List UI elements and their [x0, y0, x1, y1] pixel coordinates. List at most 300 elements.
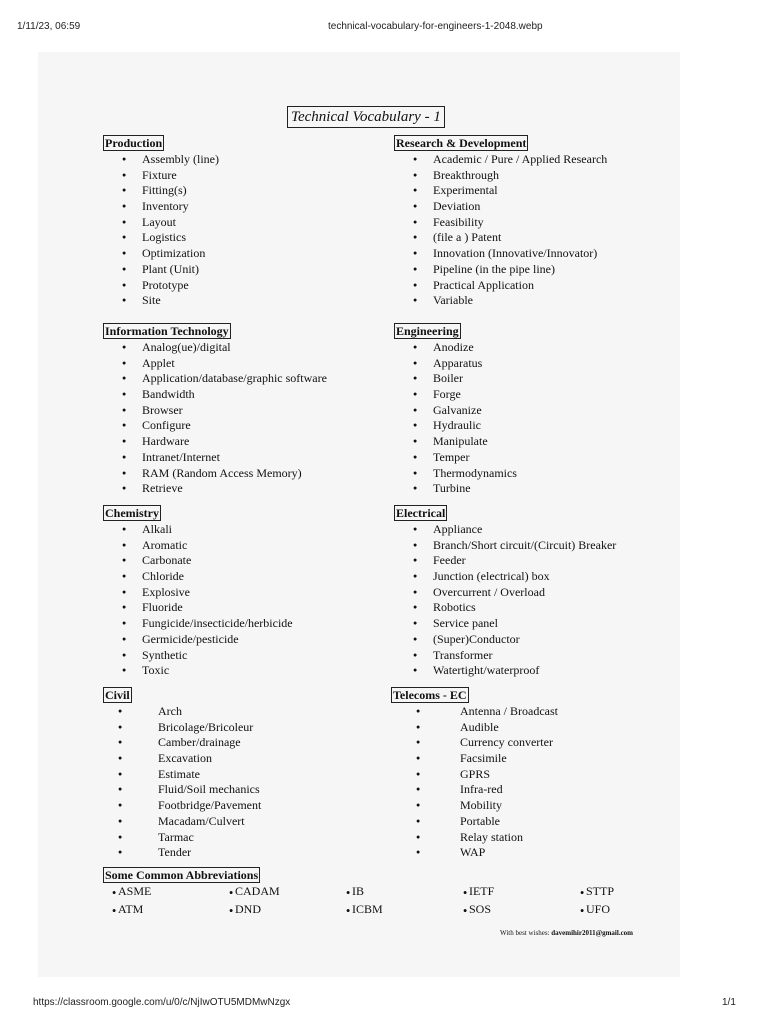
list-item-text: Estimate	[158, 766, 200, 781]
bullet-icon: ●	[413, 155, 418, 163]
list-item	[391, 782, 503, 798]
bullet-icon: ●	[416, 785, 421, 794]
list-item-text: Fixture	[142, 167, 177, 182]
abbreviation-item	[463, 884, 494, 899]
print-datetime: 1/11/23, 06:59	[17, 21, 81, 32]
bullet-icon: ●	[122, 619, 127, 628]
section-title: Some Common Abbreviations	[105, 868, 259, 882]
list-item-text: Intranet/Internet	[142, 449, 220, 464]
section-2	[103, 323, 327, 497]
list-item	[103, 214, 176, 231]
list-item	[103, 616, 293, 632]
list-item	[103, 293, 164, 309]
list-item	[394, 553, 466, 569]
section-title: Engineering	[396, 324, 459, 338]
abbreviation-item	[580, 884, 614, 899]
list-item-text: Feasibility	[433, 214, 484, 229]
bullet-icon: ●	[413, 202, 418, 211]
list-item-text: Layout	[142, 214, 176, 229]
list-item	[103, 663, 170, 679]
section-list	[103, 152, 219, 309]
list-item	[103, 569, 184, 585]
abbreviation-text: ICBM	[351, 902, 383, 916]
list-item-text: Overcurrent / Overload	[433, 584, 545, 599]
list-item-text: Fluid/Soil mechanics	[158, 782, 260, 797]
list-item-text: Anodize	[433, 340, 474, 354]
section-title: Research & Development	[396, 136, 527, 150]
bullet-icon: ●	[413, 358, 418, 367]
bullet-icon: ●	[413, 343, 418, 351]
list-item-text: Configure	[142, 418, 191, 433]
bullet-icon: ●	[122, 202, 127, 211]
bullet-icon: ●	[229, 906, 235, 915]
list-item	[394, 481, 471, 497]
document-title: Technical Vocabulary - 1	[287, 106, 445, 128]
list-item-text: Hydraulic	[433, 418, 481, 433]
bullet-icon: ●	[413, 587, 418, 596]
bullet-icon: ●	[413, 405, 418, 414]
list-item	[103, 600, 183, 616]
list-item	[103, 465, 302, 482]
bullet-icon: ●	[416, 754, 421, 763]
list-item	[103, 230, 186, 246]
list-item-text: Currency converter	[460, 735, 553, 750]
list-item	[103, 418, 231, 434]
print-url: https://classroom.google.com/u/0/c/NjIwOTU5MDMwNzgx	[33, 997, 291, 1008]
list-item	[394, 215, 528, 231]
list-item-text: Apparatus	[433, 355, 483, 370]
list-item-text: GPRS	[460, 766, 491, 781]
list-item	[103, 719, 254, 736]
list-item	[103, 356, 231, 372]
list-item-text: Turbine	[433, 481, 471, 496]
section-4	[103, 505, 293, 679]
bullet-icon: ●	[346, 888, 352, 897]
list-item	[394, 230, 528, 246]
list-item	[394, 616, 498, 632]
list-item-text: Transformer	[433, 647, 493, 662]
list-item-text: Branch/Short circuit/(Circuit) Breaker	[433, 537, 617, 552]
bullet-icon: ●	[122, 452, 127, 461]
list-item-text: Explosive	[142, 584, 190, 599]
bullet-icon: ●	[122, 249, 127, 258]
section-3	[394, 323, 517, 497]
bullet-icon: ●	[229, 888, 235, 897]
list-item	[394, 418, 481, 434]
section-1	[394, 135, 608, 309]
list-item	[394, 199, 528, 215]
list-item-text: Temper	[433, 449, 470, 464]
list-item	[103, 751, 212, 767]
bullet-icon: ●	[118, 801, 123, 810]
list-item	[103, 537, 188, 554]
abbreviation-item	[229, 902, 261, 917]
list-item	[391, 845, 486, 861]
bullet-icon: ●	[413, 468, 418, 477]
list-item-text: Browser	[142, 402, 183, 417]
abbreviation-text: DND	[234, 902, 261, 916]
bullet-icon: ●	[413, 540, 418, 549]
list-item-text: (Super)Conductor	[433, 631, 520, 646]
bullet-icon: ●	[118, 769, 123, 778]
list-item-text: Application/database/graphic software	[142, 371, 327, 386]
list-item-text: Inventory	[142, 199, 189, 214]
list-item	[394, 387, 461, 403]
list-item	[394, 434, 488, 450]
bullet-icon: ●	[413, 249, 418, 258]
list-item-text: (file a ) Patent	[433, 230, 502, 245]
list-item-text: Chloride	[142, 569, 184, 584]
list-item-text: Galvanize	[433, 402, 482, 417]
abbreviation-text: UFO	[585, 902, 610, 916]
list-item	[103, 450, 231, 466]
list-item-text: Hardware	[142, 434, 190, 449]
list-item	[103, 735, 241, 751]
bullet-icon: ●	[122, 484, 127, 493]
bullet-icon: ●	[416, 816, 421, 825]
section-list	[103, 340, 327, 497]
list-item-text: Applet	[142, 355, 175, 370]
bullet-icon: ●	[122, 587, 127, 596]
list-item	[394, 402, 482, 419]
list-item	[103, 813, 245, 830]
list-item-text: Aromatic	[142, 537, 188, 552]
abbreviations-section	[103, 867, 260, 884]
list-item-text: Germicide/pesticide	[142, 631, 239, 646]
bullet-icon: ●	[413, 556, 418, 565]
list-item	[391, 719, 499, 736]
list-item	[391, 829, 523, 846]
bullet-icon: ●	[416, 832, 421, 841]
list-item-text: Thermodynamics	[433, 465, 517, 480]
list-item-text: Service panel	[433, 616, 498, 631]
bullet-icon: ●	[122, 280, 127, 289]
bullet-icon: ●	[122, 155, 127, 163]
bullet-icon: ●	[463, 906, 469, 915]
abbreviation-text: CADAM	[234, 884, 280, 898]
bullet-icon: ●	[122, 390, 127, 399]
list-item-text: Junction (electrical) box	[433, 569, 550, 584]
abbreviation-text: STTP	[585, 884, 614, 898]
list-item	[103, 387, 231, 403]
bullet-icon: ●	[122, 437, 127, 446]
list-item	[103, 584, 190, 601]
list-item	[103, 647, 188, 664]
list-item	[103, 766, 200, 783]
bullet-icon: ●	[122, 170, 127, 179]
list-item	[103, 152, 219, 168]
bullet-icon: ●	[346, 906, 352, 915]
list-item-text: Camber/drainage	[158, 735, 241, 750]
abbreviation-item	[229, 884, 280, 899]
list-item-text: Carbonate	[142, 553, 192, 568]
bullet-icon: ●	[413, 437, 418, 446]
abbreviation-text: IETF	[468, 884, 495, 898]
abbreviation-item	[112, 902, 143, 917]
list-item	[103, 340, 231, 356]
list-item-text: Audible	[460, 719, 499, 734]
list-item	[391, 766, 491, 783]
bullet-icon: ●	[413, 421, 418, 430]
section-title: Information Technology	[105, 324, 229, 338]
list-item	[103, 403, 231, 419]
section-title: Chemistry	[105, 506, 159, 520]
bullet-icon: ●	[413, 233, 418, 242]
bullet-icon: ●	[122, 634, 127, 643]
bullet-icon: ●	[118, 707, 123, 715]
list-item	[391, 813, 500, 830]
list-item	[394, 631, 520, 648]
bullet-icon: ●	[118, 832, 123, 841]
bullet-icon: ●	[416, 801, 421, 810]
list-item-text: Facsimile	[460, 751, 507, 766]
list-item	[103, 704, 182, 720]
list-item-text: Variable	[433, 293, 473, 308]
bullet-icon: ●	[122, 233, 127, 242]
list-item-text: Synthetic	[142, 647, 188, 662]
list-item-text: Fitting(s)	[142, 183, 187, 198]
bullet-icon: ●	[118, 848, 123, 857]
section-list	[391, 704, 558, 861]
bullet-icon: ●	[413, 650, 418, 659]
bullet-icon: ●	[122, 572, 127, 581]
abbreviation-item	[346, 902, 383, 917]
list-item-text: Practical Application	[433, 277, 534, 292]
list-item-text: Experimental	[433, 183, 498, 198]
list-item-text: Academic / Pure / Applied Research	[433, 152, 608, 166]
section-5	[394, 505, 617, 679]
bullet-icon: ●	[118, 785, 123, 794]
bullet-icon: ●	[580, 906, 586, 915]
list-item	[394, 569, 550, 585]
bullet-icon: ●	[118, 738, 123, 747]
list-item-text: Manipulate	[433, 434, 488, 449]
bullet-icon: ●	[122, 666, 127, 675]
bullet-icon: ●	[416, 769, 421, 778]
list-item-text: Portable	[460, 813, 500, 828]
list-item-text: Logistics	[142, 230, 186, 245]
list-item	[103, 261, 199, 278]
section-list	[394, 340, 517, 497]
list-item	[103, 782, 260, 798]
list-item	[394, 449, 470, 466]
list-item	[103, 481, 231, 497]
bullet-icon: ●	[118, 816, 123, 825]
list-item-text: Tender	[158, 845, 192, 860]
list-item-text: Alkali	[142, 522, 172, 536]
list-item	[103, 522, 172, 538]
bullet-icon: ●	[413, 484, 418, 493]
section-title: Civil	[105, 688, 130, 702]
bullet-icon: ●	[416, 707, 421, 715]
list-item	[391, 751, 507, 767]
list-item-text: Macadam/Culvert	[158, 813, 245, 828]
section-6	[103, 687, 262, 861]
bullet-icon: ●	[122, 603, 127, 612]
list-item-text: RAM (Random Access Memory)	[142, 465, 302, 480]
list-item	[394, 277, 534, 294]
list-item	[394, 371, 461, 387]
section-title: Electrical	[396, 506, 446, 520]
section-list	[103, 522, 293, 679]
list-item-text: Innovation (Innovative/Innovator)	[433, 246, 598, 261]
list-item	[391, 798, 503, 814]
list-item	[394, 663, 540, 679]
list-item	[103, 277, 189, 294]
list-item-text: Analog(ue)/digital	[142, 340, 231, 354]
bullet-icon: ●	[416, 738, 421, 747]
list-item	[103, 371, 327, 387]
list-item	[103, 167, 177, 184]
list-item-text: Bandwidth	[142, 387, 195, 402]
list-item-text: Deviation	[433, 199, 481, 214]
bullet-icon: ●	[122, 468, 127, 477]
section-title: Production	[105, 136, 163, 150]
list-item-text: Excavation	[158, 751, 212, 766]
section-0	[103, 135, 219, 309]
bullet-icon: ●	[416, 722, 421, 731]
abbreviation-item	[463, 902, 491, 917]
list-item	[103, 246, 206, 262]
list-item-text: Tarmac	[158, 829, 194, 844]
list-item-text: Infra-red	[460, 782, 503, 797]
bullet-icon: ●	[122, 540, 127, 549]
section-list	[394, 152, 608, 309]
abbreviation-item	[346, 884, 364, 899]
list-item	[103, 845, 192, 861]
abbreviation-text: SOS	[468, 902, 491, 916]
abbreviation-text: IB	[351, 884, 364, 898]
wishes-label: With best wishes:	[500, 929, 550, 937]
list-item-text: Retrieve	[142, 481, 183, 496]
list-item-text: Bricolage/Bricoleur	[158, 719, 254, 734]
bullet-icon: ●	[122, 421, 127, 430]
list-item-text: Pipeline (in the pipe line)	[433, 261, 555, 276]
bullet-icon: ●	[413, 525, 418, 533]
list-item	[394, 261, 555, 278]
bullet-icon: ●	[413, 572, 418, 581]
list-item	[391, 735, 553, 751]
print-page-number: 1/1	[722, 997, 736, 1008]
list-item	[394, 647, 493, 664]
bullet-icon: ●	[122, 264, 127, 273]
list-item	[103, 829, 194, 846]
list-item-text: Boiler	[433, 371, 463, 386]
bullet-icon: ●	[580, 888, 586, 897]
abbreviation-text: ASME	[117, 884, 152, 898]
list-item-text: Fungicide/insecticide/herbicide	[142, 616, 293, 631]
abbreviation-item	[580, 902, 610, 917]
list-item-text: Site	[142, 293, 161, 308]
section-list	[103, 704, 262, 861]
list-item	[103, 183, 187, 199]
list-item-text: Assembly (line)	[142, 152, 219, 166]
list-item	[394, 183, 528, 199]
list-item	[394, 168, 528, 184]
list-item-text: WAP	[460, 845, 486, 860]
bullet-icon: ●	[122, 374, 127, 383]
list-item	[394, 246, 598, 262]
list-item	[103, 199, 189, 215]
list-item	[394, 355, 483, 372]
bullet-icon: ●	[122, 296, 127, 305]
section-7	[391, 687, 558, 861]
list-item-text: Feeder	[433, 553, 466, 568]
list-item	[394, 340, 474, 356]
bullet-icon: ●	[413, 217, 418, 226]
list-item	[394, 600, 476, 616]
bullet-icon: ●	[413, 452, 418, 461]
bullet-icon: ●	[413, 666, 418, 675]
list-item-text: Watertight/waterproof	[433, 663, 540, 678]
bullet-icon: ●	[413, 603, 418, 612]
list-item	[103, 798, 262, 814]
list-item	[394, 537, 617, 554]
bullet-icon: ●	[112, 888, 118, 897]
abbreviation-item	[112, 884, 151, 899]
list-item-text: Mobility	[460, 798, 503, 813]
bullet-icon: ●	[413, 619, 418, 628]
bullet-icon: ●	[122, 525, 127, 533]
list-item	[391, 704, 558, 720]
bullet-icon: ●	[463, 888, 469, 897]
list-item-text: Breakthrough	[433, 167, 499, 182]
bullet-icon: ●	[122, 358, 127, 367]
bullet-icon: ●	[118, 722, 123, 731]
author-email: davemihir2011@gmail.com	[551, 929, 634, 937]
bullet-icon: ●	[122, 186, 127, 195]
bullet-icon: ●	[413, 374, 418, 383]
list-item-text: Fluoride	[142, 600, 183, 615]
list-item	[394, 465, 517, 482]
list-item-text: Appliance	[433, 522, 483, 536]
list-item-text: Relay station	[460, 829, 523, 844]
list-item-text: Arch	[158, 704, 182, 718]
bullet-icon: ●	[122, 343, 127, 351]
list-item-text: Prototype	[142, 277, 189, 292]
list-item-text: Plant (Unit)	[142, 261, 199, 276]
list-item-text: Robotics	[433, 600, 476, 615]
list-item	[394, 293, 528, 309]
bullet-icon: ●	[413, 390, 418, 399]
list-item	[103, 553, 192, 569]
bullet-icon: ●	[413, 634, 418, 643]
bullet-icon: ●	[416, 848, 421, 857]
list-item-text: Footbridge/Pavement	[158, 798, 262, 813]
list-item-text: Forge	[433, 387, 461, 402]
bullet-icon: ●	[413, 170, 418, 179]
bullet-icon: ●	[413, 296, 418, 305]
list-item	[103, 631, 239, 648]
list-item-text: Optimization	[142, 246, 206, 261]
section-list	[394, 522, 617, 679]
bullet-icon: ●	[122, 405, 127, 414]
bullet-icon: ●	[122, 650, 127, 659]
list-item-text: Toxic	[142, 663, 170, 678]
list-item	[394, 522, 483, 538]
bullet-icon: ●	[112, 906, 118, 915]
bullet-icon: ●	[118, 754, 123, 763]
print-doc-title: technical-vocabulary-for-engineers-1-2048.webp	[328, 21, 543, 32]
list-item-text: Antenna / Broadcast	[460, 704, 558, 718]
bullet-icon: ●	[413, 264, 418, 273]
best-wishes-note	[500, 929, 633, 937]
bullet-icon: ●	[413, 186, 418, 195]
section-title: Telecoms - EC	[393, 688, 467, 702]
list-item	[394, 584, 545, 601]
list-item	[394, 152, 608, 168]
bullet-icon: ●	[122, 217, 127, 226]
